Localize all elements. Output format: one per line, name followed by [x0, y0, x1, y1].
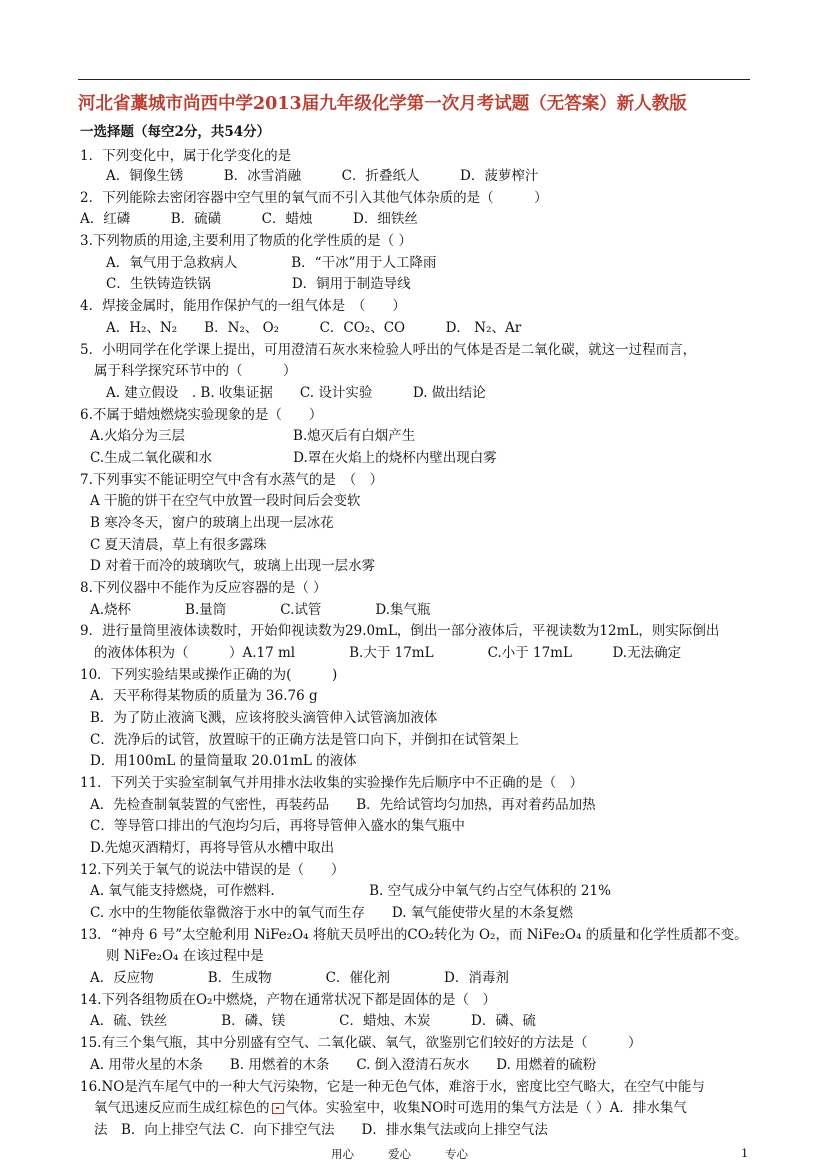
question-7-option-c: C 夏天清晨，草上有很多露珠 [90, 537, 267, 553]
question-10-option-a: A．天平称得某物质的质量为 36.76 g [90, 688, 318, 704]
question-14: 14.下列各组物质在O₂中燃烧，产物在通常状况下都是固体的是（ ） [80, 992, 496, 1008]
question-10-option-b: B．为了防止液滴飞溅，应该将胶头滴管伸入试管滴加液体 [90, 710, 438, 726]
question-2-options: A．红磷 B．硫磺 C．蜡烛 D．细铁丝 [80, 211, 418, 227]
header-rule [78, 79, 750, 80]
question-7-option-a: A 干脆的饼干在空气中放置一段时间后会变软 [90, 493, 361, 509]
question-12-options-ab: A. 氧气能支持燃烧，可作燃料. B. 空气成分中氧气约占空气体积的 21% [90, 883, 611, 899]
question-16-cont-b: 气体。实验室中，收集NO时可选用的集气方法是（ ）A．排水集气 [285, 1100, 687, 1116]
question-16-options: 法 B．向上排空气法 C．向下排空气法 D．排水集气法或向上排空气法 [94, 1122, 548, 1138]
question-10-option-d: D．用100mL 的量筒量取 20.01mL 的液体 [90, 753, 357, 769]
question-9-cont: 的液体体积为（ ）A.17 ml B.大于 17mL C.小于 17mL D.无法确定 [94, 645, 682, 661]
footer-text-3: 专心 [445, 1147, 468, 1161]
section-heading: 一选择题（每空2分，共54分） [80, 124, 271, 140]
question-5-options: A. 建立假设 . B. 收集证据 C. 设计实验 D. 做出结论 [106, 385, 486, 401]
footer-text-1: 用心 [331, 1147, 354, 1161]
question-16-cont-a: 氧气迅速反应而生成红棕色的 [94, 1100, 270, 1116]
document-title: 河北省藁城市尚西中学2013届九年级化学第一次月考试题（无答案）新人教版 [78, 94, 687, 114]
question-1: 1．下列变化中，属于化学变化的是 [80, 148, 292, 164]
question-7-option-d: D 对着干而冷的玻璃吹气，玻璃上出现一层水雾 [90, 558, 376, 574]
question-12: 12.下列关于氧气的说法中错误的是（ ） [80, 862, 345, 878]
question-9: 9．进行量筒里液体读数时，开始仰视读数为29.0mL，倒出一部分液体后，平视读数为12mL，则实际倒出 [80, 623, 720, 639]
broken-image-icon [272, 1103, 284, 1114]
question-4-options: A．H₂、N₂ B．N₂、 O₂ C．CO₂、CO D． N₂、Ar [106, 320, 522, 336]
question-3-options-ab: A．氧气用于急救病人 B．“干冰”用于人工降雨 [106, 255, 437, 271]
question-5-cont: 属于科学探究环节中的（ ） [94, 363, 297, 379]
question-11-options-ab: A．先检查制氧装置的气密性，再装药品 B．先给试管均匀加热，再对着药品加热 [90, 797, 596, 813]
question-16-cont [94, 1100, 687, 1116]
question-3-options-cd: C．生铁铸造铁锅 D．铜用于制造导线 [106, 276, 411, 292]
question-6-options-cd: C.生成二氧化碳和水 D.罩在火焰上的烧杯内壁出现白雾 [90, 450, 497, 466]
footer-text-2: 爱心 [388, 1147, 411, 1161]
question-15: 15.有三个集气瓶，其中分别盛有空气、二氧化碳、氧气，欲鉴别它们较好的方法是（ ） [80, 1035, 642, 1051]
question-3: 3.下列物质的用途,主要利用了物质的化学性质的是（ ） [80, 233, 412, 249]
question-16: 16.NO是汽车尾气中的一种大气污染物，它是一种无色气体，难溶于水，密度比空气略大，在空气中能与 [80, 1079, 705, 1095]
question-7: 7.下列事实不能证明空气中含有水蒸气的是 （ ） [80, 472, 384, 488]
question-6: 6.不属于蜡烛燃烧实验现象的是（ ） [80, 407, 323, 423]
page-number: 1 [741, 1146, 749, 1160]
question-13-cont: 则 NiFe₂O₄ 在该过程中是 [106, 948, 264, 964]
question-1-options: A．铜像生锈 B．冰雪消融 C．折叠纸人 D．菠萝榨汁 [106, 168, 539, 184]
question-10: 10．下列实验结果或操作正确的为( ) [80, 667, 338, 683]
question-13-options: A．反应物 B．生成物 C．催化剂 D．消毒剂 [90, 970, 509, 986]
question-8-options: A.烧杯 B.量筒 C.试管 D.集气瓶 [90, 602, 431, 618]
question-11-option-c: C．等导管口排出的气泡均匀后，再将导管伸入盛水的集气瓶中 [90, 818, 465, 834]
question-7-option-b: B 寒冷冬天，窗户的玻璃上出现一层冰花 [90, 515, 334, 531]
question-12-options-cd: C. 水中的生物能依靠微溶于水中的氧气而生存 D. 氧气能使带火星的木条复燃 [90, 905, 573, 921]
question-11: 11．下列关于实验室制氧气并用排水法收集的实验操作先后顺序中不正确的是（ ） [80, 775, 584, 791]
question-11-option-d: D.先熄灭酒精灯，再将导管从水槽中取出 [90, 840, 335, 856]
question-6-options-ab: A.火焰分为三层 B.熄灭后有白烟产生 [90, 428, 416, 444]
question-2: 2．下列能除去密闭容器中空气里的氧气而不引入其他气体杂质的是（ ） [80, 190, 548, 206]
question-8: 8.下列仪器中不能作为反应容器的是（ ） [80, 580, 327, 596]
question-10-option-c: C．洗净后的试管，放置晾干的正确方法是管口向下，并倒扣在试管架上 [90, 732, 519, 748]
question-13: 13．“神舟 6 号”太空舱利用 NiFe₂O₄ 将航天员呼出的CO₂转化为 O₂，而 NiFe₂O₄ 的质量和化学性质都不变。 [80, 927, 748, 943]
question-14-options: A．硫、铁丝 B．磷、镁 C．蜡烛、木炭 D．磷、硫 [90, 1013, 536, 1029]
question-5: 5．小明同学在化学课上提出，可用澄清石灰水来检验人呼出的气体是否是二氧化碳，就这一过程而言， [80, 342, 697, 358]
question-4: 4．焊接金属时，能用作保护气的一组气体是 （ ） [80, 298, 406, 314]
question-15-options: A. 用带火星的木条 B. 用燃着的木条 C. 倒入澄清石灰水 D. 用燃着的硫粉 [90, 1057, 597, 1073]
